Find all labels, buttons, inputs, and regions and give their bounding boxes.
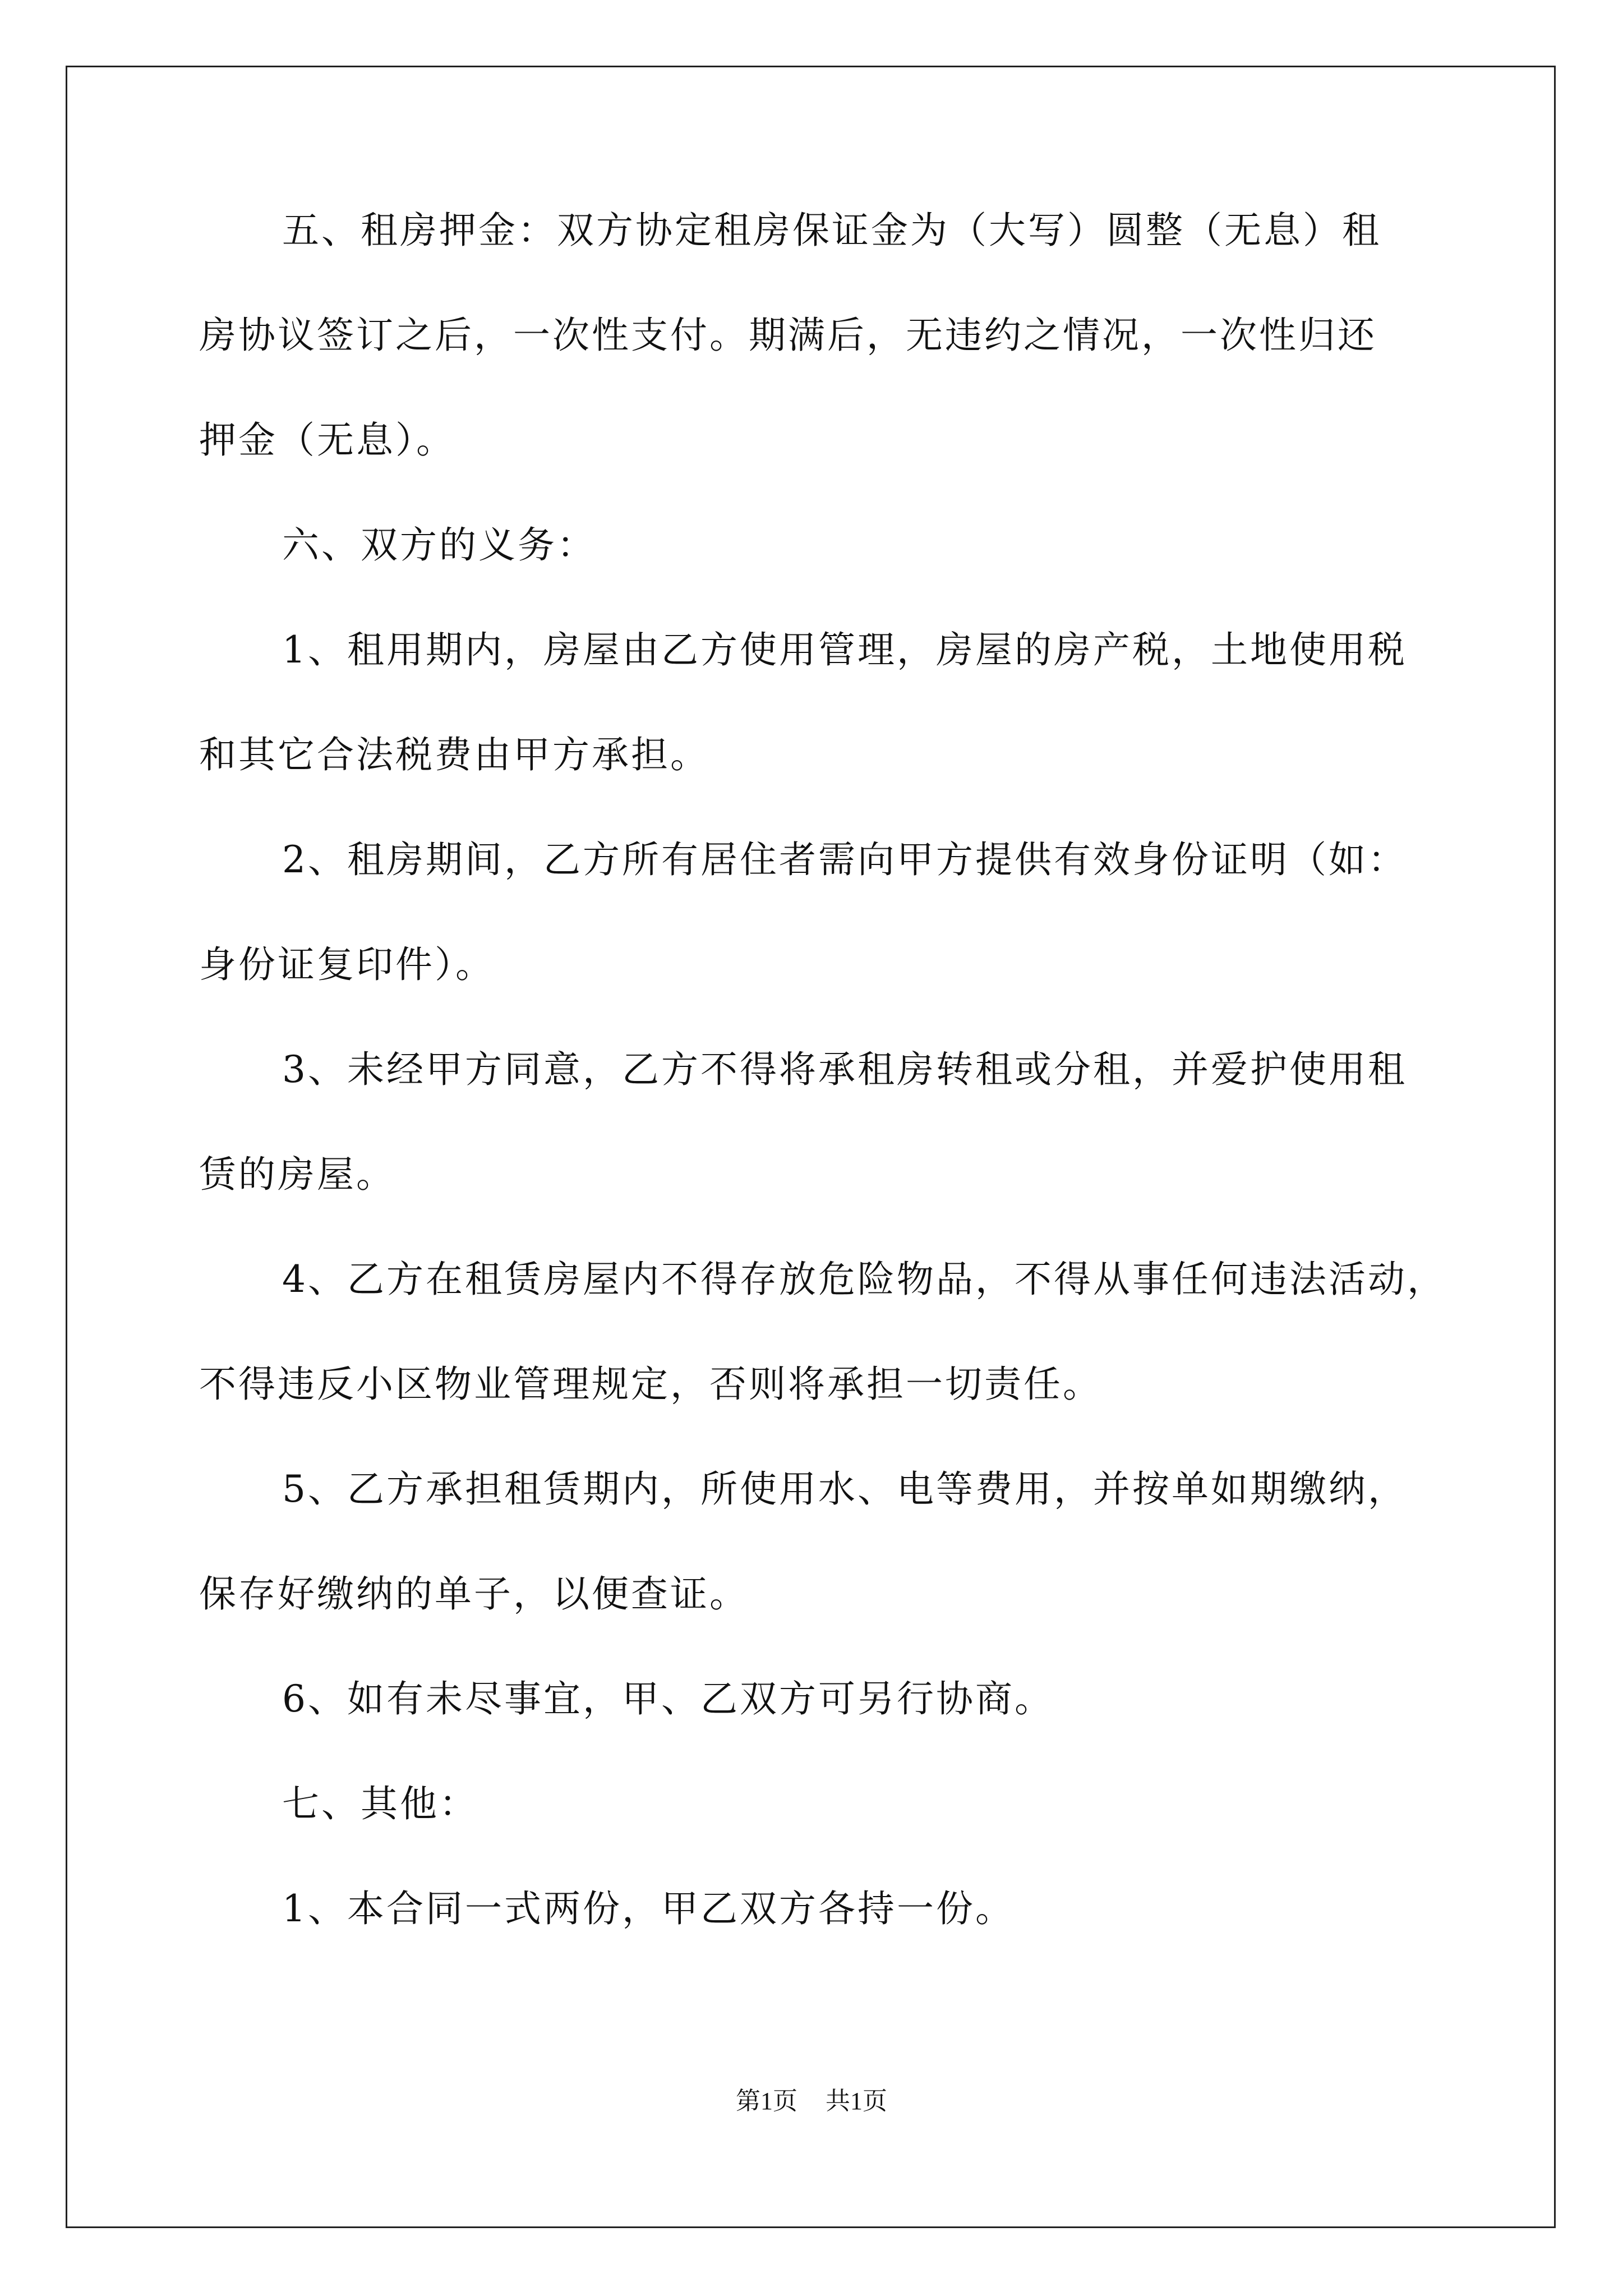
- page-footer: [0, 2089, 1623, 2114]
- section-heading-obligations: 六、双方的义务：: [282, 523, 596, 567]
- paragraph-deposit-line-3: 押金（无息）。: [199, 418, 455, 462]
- clause-1-line-1: 1、租用期内，房屋由乙方使用管理，房屋的房产税，土地使用税: [282, 628, 1407, 671]
- clause-1-line-2: 和其它合法税费由甲方承担。: [199, 733, 709, 776]
- clause-5-line-1: 5、乙方承担租赁期内，所使用水、电等费用，并按单如期缴纳，: [282, 1467, 1407, 1511]
- clause-4-line-2: 不得违反小区物业管理规定，否则将承担一切责任。: [199, 1363, 1102, 1406]
- section-heading-other: 七、其他：: [282, 1782, 478, 1825]
- clause-3-line-1: 3、未经甲方同意，乙方不得将承租房转租或分租，并爱护使用租: [282, 1048, 1407, 1091]
- page-number: 第1页: [736, 2087, 797, 2115]
- clause-4-line-1: 4、乙方在租赁房屋内不得存放危险物品，不得从事任何违法活动，: [282, 1258, 1446, 1301]
- clause-5-line-2: 保存好缴纳的单子，以便查证。: [199, 1572, 749, 1616]
- clause-3-line-2: 赁的房屋。: [199, 1153, 395, 1196]
- other-clause-1-line-1: 1、本合同一式两份，甲乙双方各持一份。: [282, 1887, 1015, 1930]
- clause-2-line-2: 身份证复印件）。: [199, 943, 495, 986]
- clause-6-line-1: 6、如有未尽事宜，甲、乙双方可另行协商。: [282, 1677, 1054, 1720]
- page-total: 共1页: [826, 2087, 887, 2115]
- clause-2-line-1: 2、租房期间，乙方所有居住者需向甲方提供有效身份证明（如：: [282, 838, 1407, 881]
- paragraph-deposit-line-2: 房协议签订之后，一次性支付。期满后，无违约之情况，一次性归还: [199, 314, 1377, 357]
- paragraph-deposit-line-1: 五、租房押金：双方协定租房保证金为（大写）圆整（无息）租: [282, 209, 1381, 252]
